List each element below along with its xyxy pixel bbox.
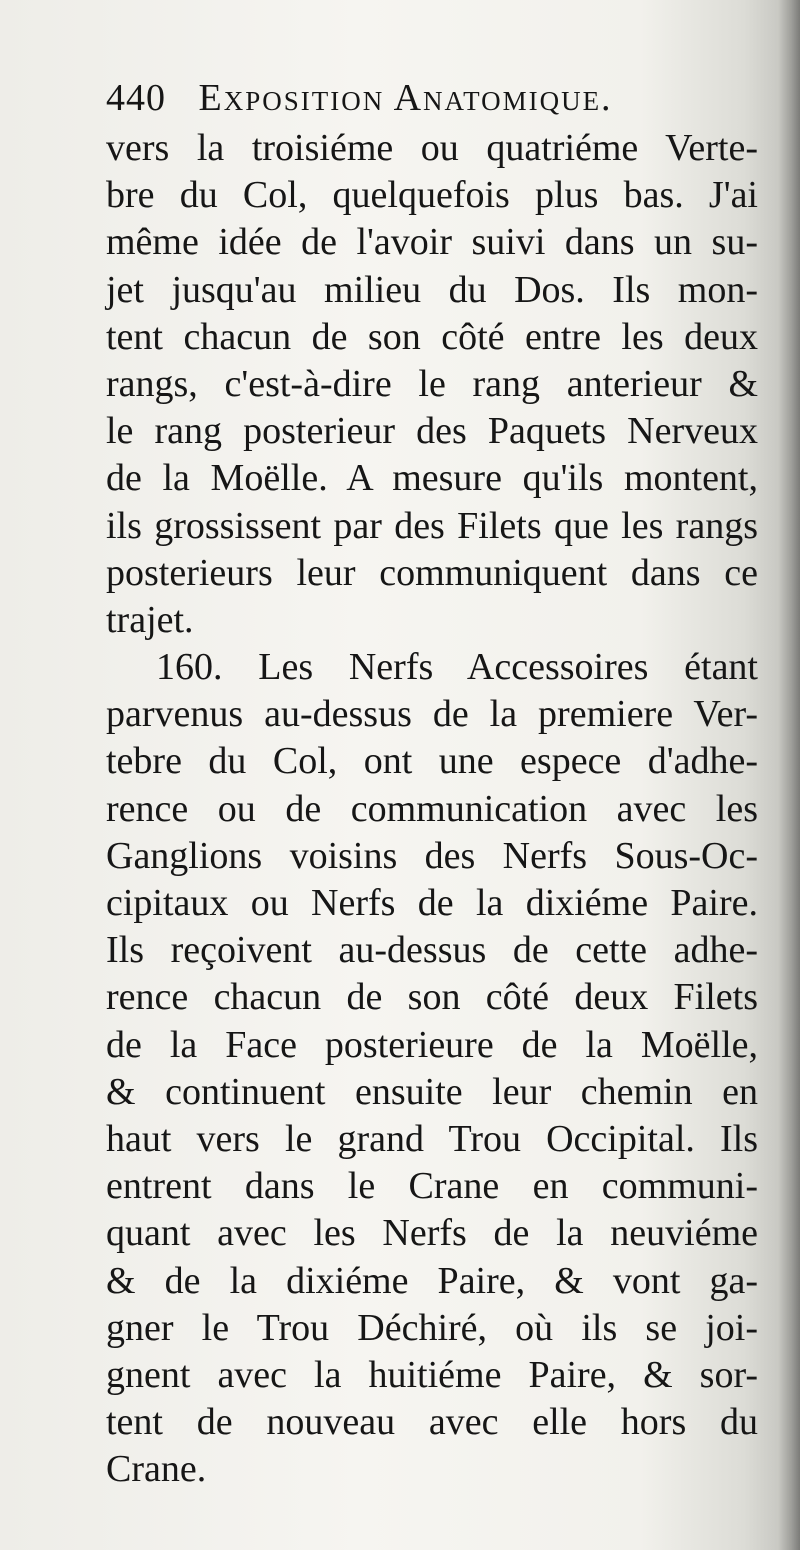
running-header bbox=[106, 70, 706, 126]
text-line: & continuent ensuite leur chemin en bbox=[106, 1070, 758, 1113]
text-line: cipitaux ou Nerfs de la dixiéme Paire. bbox=[106, 882, 758, 924]
paragraph-start-160: 160. Les Nerfs Accessoires étant bbox=[156, 646, 758, 689]
text-line: Ganglions voisins des Nerfs Sous-Oc- bbox=[106, 834, 758, 877]
text-line: tent de nouveau avec elle hors du bbox=[106, 1401, 758, 1444]
text-line: & de la dixiéme Paire, & vont ga- bbox=[106, 1259, 758, 1302]
text-line: gner le Trou Déchiré, où ils se joi- bbox=[106, 1306, 758, 1349]
running-title: Exposition Anatomique. bbox=[198, 77, 613, 119]
text-line: le rang posterieur des Paquets Nerveux bbox=[106, 410, 758, 453]
text-line: même idée de l'avoir suivi dans un su- bbox=[106, 221, 758, 264]
text-line: bre du Col, quelquefois plus bas. J'ai bbox=[106, 174, 758, 217]
text-line: rence chacun de son côté deux Filets bbox=[106, 976, 758, 1019]
text-line: entrent dans le Crane en communi- bbox=[106, 1165, 758, 1208]
text-line: tent chacun de son côté entre les deux bbox=[106, 315, 758, 358]
text-line: posterieurs leur communiquent dans ce bbox=[106, 551, 758, 594]
text-line: de la Moëlle. A mesure qu'ils montent, bbox=[106, 457, 758, 500]
text-line: rangs, c'est-à-dire le rang anterieur & bbox=[106, 362, 758, 405]
text-line: trajet. bbox=[106, 598, 194, 641]
text-line: Crane. bbox=[106, 1448, 207, 1491]
body-text bbox=[106, 125, 758, 1493]
text-line: jet jusqu'au milieu du Dos. Ils mon- bbox=[106, 268, 758, 311]
text-line: vers la troisiéme ou quatriéme Verte- bbox=[106, 127, 758, 169]
text-line: ils grossissent par des Filets que les rangs bbox=[106, 504, 758, 547]
text-line: de la Face posterieure de la Moëlle, bbox=[106, 1023, 758, 1066]
text-line: rence ou de communication avec les bbox=[106, 787, 758, 830]
text-line: quant avec les Nerfs de la neuviéme bbox=[106, 1212, 758, 1255]
page-edge-shadow bbox=[778, 0, 800, 1550]
page-number: 440 bbox=[106, 77, 166, 119]
text-line: parvenus au-dessus de la premiere Ver- bbox=[106, 693, 758, 736]
text-line: gnent avec la huitiéme Paire, & sor- bbox=[106, 1353, 758, 1396]
text-line: haut vers le grand Trou Occipital. Ils bbox=[106, 1117, 758, 1160]
text-line: tebre du Col, ont une espece d'adhe- bbox=[106, 740, 758, 783]
text-line: Ils reçoivent au-dessus de cette adhe- bbox=[106, 929, 758, 972]
